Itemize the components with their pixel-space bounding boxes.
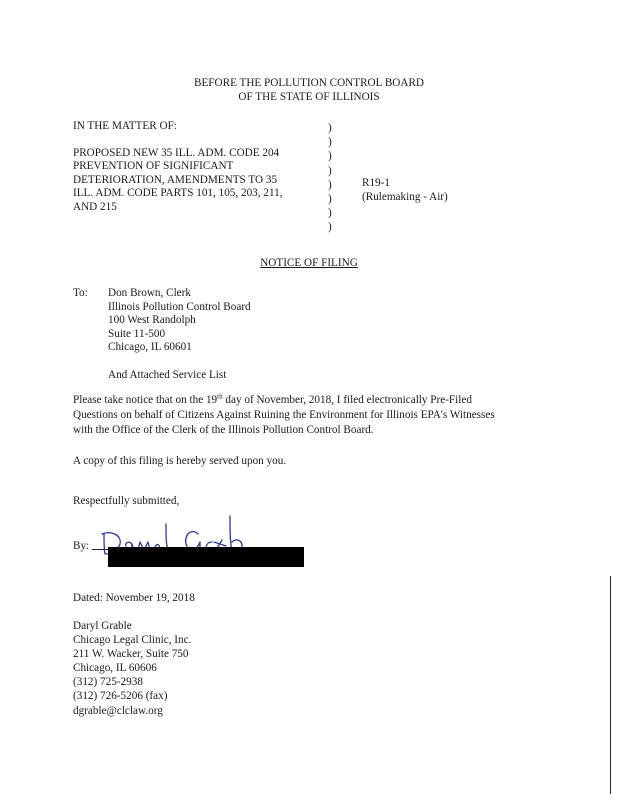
redaction-bar (108, 547, 304, 567)
ordinal-suffix: th (217, 392, 223, 401)
caption-paren: ) (328, 178, 332, 191)
closing-respectfully: Respectfully submitted, (73, 495, 180, 507)
caption-parentheses (328, 121, 338, 235)
caption-paren: ) (328, 164, 332, 177)
caption-paren: ) (328, 193, 332, 206)
attorney-contact-block (73, 619, 191, 718)
caption-line: DETERIORATION, AMENDMENTS TO 35 (73, 173, 278, 186)
caption-paren: ) (328, 207, 332, 220)
notice-title: NOTICE OF FILING (260, 257, 358, 269)
notice-paragraph (73, 393, 553, 438)
caption-paren: ) (328, 150, 332, 163)
caption-paren: ) (328, 122, 332, 134)
by-label: By: (73, 540, 90, 552)
caption-line: ILL. ADM. CODE PARTS 101, 105, 203, 211, (73, 187, 283, 199)
caption-paren: ) (328, 221, 332, 234)
case-caption (73, 120, 333, 214)
to-label: To: (73, 287, 88, 299)
contact-fax: (312) 726-5206 (fax) (73, 690, 168, 703)
docket-type: (Rulemaking - Air) (362, 191, 448, 203)
contact-phone: (312) 725-2938 (73, 676, 143, 689)
contact-city: Chicago, IL 60606 (73, 662, 157, 675)
heading-line-1: BEFORE THE POLLUTION CONTROL BOARD (194, 77, 424, 89)
address-line: Suite 11-500 (108, 327, 166, 340)
caption-matter: IN THE MATTER OF: (73, 120, 177, 132)
contact-street: 211 W. Wacker, Suite 750 (73, 648, 189, 661)
address-line: Don Brown, Clerk (108, 287, 191, 299)
paragraph-line-3: with the Office of the Clerk of the Illinois Pollution Control Board. (73, 424, 374, 436)
paragraph-line-1 (73, 393, 553, 408)
contact-organization: Chicago Legal Clinic, Inc. (73, 634, 192, 647)
contact-email: dgrable@clclaw.org (73, 704, 163, 717)
filing-date: Dated: November 19, 2018 (73, 592, 195, 604)
address-line: Chicago, IL 60601 (108, 341, 192, 354)
address-line: 100 West Randolph (108, 314, 196, 327)
caption-line: PREVENTION OF SIGNIFICANT (73, 160, 234, 172)
caption-line: AND 215 (73, 200, 117, 213)
paragraph-text: Please take notice that on the 19 (73, 394, 218, 406)
docket-block (362, 176, 448, 204)
docket-number: R19-1 (362, 177, 390, 189)
paragraph-text: day of November, 2018, I filed electronically Pre-Filed (222, 394, 472, 406)
address-line: Illinois Pollution Control Board (108, 300, 251, 313)
heading-line-2: OF THE STATE OF ILLINOIS (238, 91, 380, 103)
service-list-note: And Attached Service List (108, 369, 227, 381)
contact-name: Daryl Grable (73, 620, 132, 632)
paragraph-line-2: Questions on behalf of Citizens Against Ruining the Environment for Illinois EPA's Witnesses (73, 409, 495, 421)
caption-paren: ) (328, 136, 332, 149)
service-statement: A copy of this filing is hereby served upon you. (73, 455, 287, 467)
caption-line: PROPOSED NEW 35 ILL. ADM. CODE 204 (73, 146, 280, 159)
recipient-address (108, 287, 251, 355)
scan-edge-line (610, 576, 611, 794)
